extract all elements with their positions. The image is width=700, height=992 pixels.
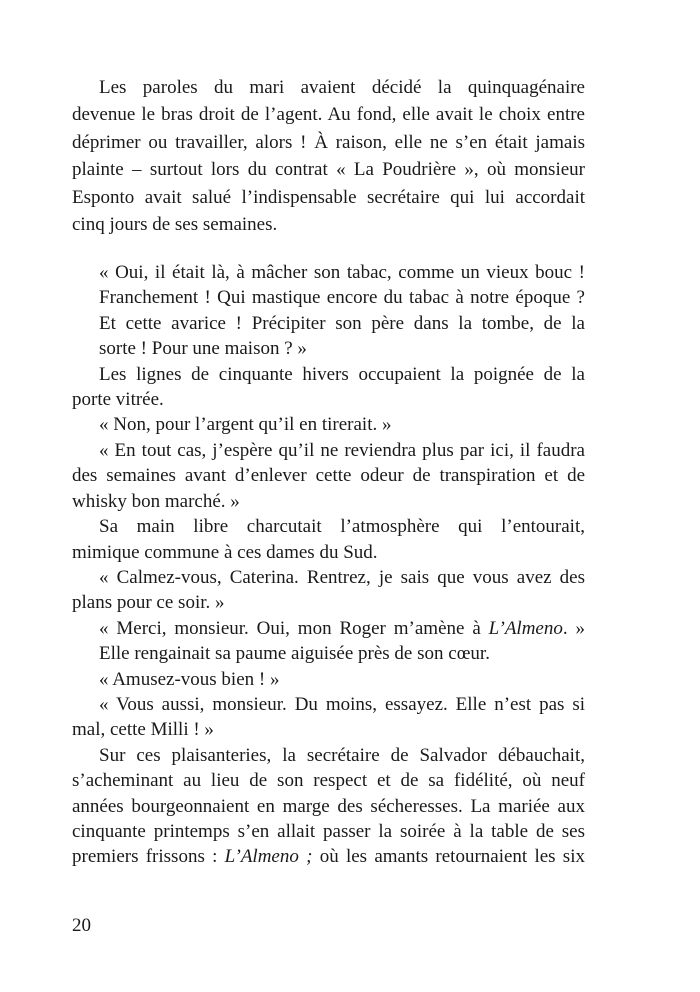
text-segment: « Vous aussi, monsieur. Du moins, essayez. Elle n’est pas si [99, 693, 585, 715]
text-segment: premiers frissons : [72, 846, 225, 868]
text-segment: Esponto avait salué l’indispensable secrétaire qui lui accordait [72, 186, 585, 208]
text-segment: Les lignes de cinquante hivers occupaient la poignée de la [99, 363, 585, 385]
text-line [72, 616, 585, 641]
text-segment: sorte ! Pour une maison ? » [99, 338, 307, 360]
text-segment: s’acheminant au lieu de son respect et de sa fidélité, où neuf [72, 770, 585, 792]
text-segment: Sur ces plaisanteries, la secrétaire de Salvador débauchait, [99, 744, 585, 766]
text-segment: « Merci, monsieur. Oui, mon Roger m’amène à [99, 617, 489, 639]
text-segment: mimique commune à ces dames du Sud. [72, 541, 378, 563]
text-line [72, 311, 585, 336]
text-line [72, 794, 585, 819]
text-segment: cinq jours de ses semaines. [72, 214, 278, 236]
page-body-text [72, 74, 585, 870]
text-segment: plans pour ce soir. » [72, 592, 225, 614]
text-line [72, 514, 585, 539]
text-segment: des semaines avant d’enlever cette odeur de transpiration et de [72, 465, 585, 487]
text-segment: « Non, pour l’argent qu’il en tirerait. » [99, 414, 392, 436]
text-segment: porte vitrée. [72, 389, 164, 411]
text-segment: Elle rengainait sa paume aiguisée près de son cœur. [99, 643, 490, 665]
italic-title: L’Almeno [488, 617, 563, 639]
text-line [72, 540, 585, 565]
text-line [72, 362, 585, 387]
text-segment: plainte – surtout lors du contrat « La Poudrière », où monsieur [72, 159, 585, 181]
text-line [72, 590, 585, 615]
text-line [72, 211, 585, 238]
text-line [72, 285, 585, 310]
text-line [72, 692, 585, 717]
text-line [72, 743, 585, 768]
text-segment: « En tout cas, j’espère qu’il ne reviendra plus par ici, il faudra [99, 439, 585, 461]
italic-title: L’Almeno ; [224, 846, 313, 868]
text-line [72, 74, 585, 101]
text-segment: whisky bon marché. » [72, 490, 240, 512]
text-line [72, 260, 585, 285]
paragraph-gap [72, 238, 585, 260]
text-line [72, 667, 585, 692]
text-line [72, 101, 585, 128]
text-line [72, 819, 585, 844]
text-line [72, 184, 585, 211]
text-line [72, 387, 585, 412]
text-segment: devenue le bras droit de l’agent. Au fond, elle avait le choix entre [72, 104, 585, 126]
text-segment: « Oui, il était là, à mâcher son tabac, comme un vieux bouc ! [99, 262, 585, 284]
text-line [72, 336, 585, 361]
text-segment: cinquante printemps s’en allait passer la soirée à la table de ses [72, 820, 585, 842]
text-line [72, 717, 585, 742]
text-segment: déprimer ou travailler, alors ! À raison, elle ne s’en était jamais [72, 131, 585, 153]
text-line [72, 156, 585, 183]
text-segment: mal, cette Milli ! » [72, 719, 214, 741]
text-line [72, 844, 585, 869]
text-segment: où les amants retournaient les six [312, 846, 585, 868]
page-number: 20 [72, 915, 91, 936]
text-segment: Et cette avarice ! Précipiter son père dans la tombe, de la [99, 312, 585, 334]
text-segment: années bourgeonnaient en marge des sécheresses. La mariée aux [72, 795, 585, 817]
text-line [72, 129, 585, 156]
text-segment: Franchement ! Qui mastique encore du tabac à notre époque ? [99, 287, 585, 309]
text-line [72, 565, 585, 590]
text-line [72, 641, 585, 666]
text-segment: Les paroles du mari avaient décidé la quinquagénaire [99, 77, 585, 98]
text-segment: « Amusez-vous bien ! » [99, 668, 280, 690]
text-segment: . » [562, 617, 586, 639]
text-line [72, 768, 585, 793]
text-line [72, 463, 585, 488]
text-line [72, 412, 585, 437]
text-segment: Sa main libre charcutait l’atmosphère qui l’entourait, [99, 516, 585, 538]
text-segment: « Calmez-vous, Caterina. Rentrez, je sais que vous avez des [99, 566, 585, 588]
text-line [72, 489, 585, 514]
text-line [72, 438, 585, 463]
